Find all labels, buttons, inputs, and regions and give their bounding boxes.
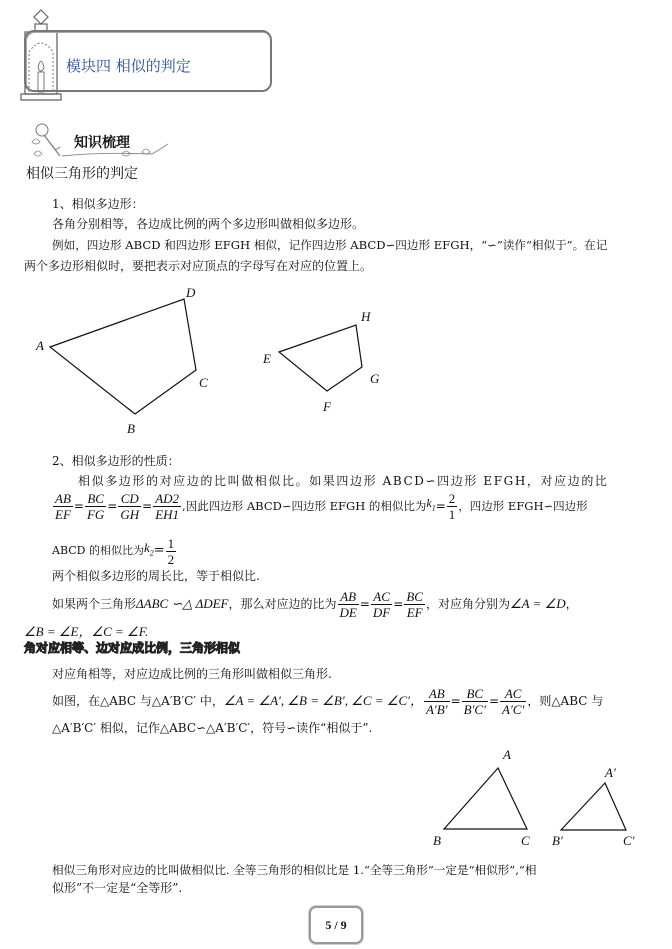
fraction-ac-a1c1: $\frac{AC}{A'C'}$ xyxy=(502,685,525,717)
part2-title: 2、相似多边形的性质： xyxy=(52,454,180,468)
fraction-bc-b1c1: $\frac{BC}{B'C'}$ xyxy=(463,685,486,717)
label-tri-B1: B′ xyxy=(552,833,563,848)
triangle-abc xyxy=(444,768,527,829)
closing-line2: 似形”不一定是“全等形”. xyxy=(52,881,183,895)
label-tri-A: A xyxy=(503,747,511,762)
closing-line1: 相似三角形对应边的比叫做相似比. 全等三角形的相似比是 1.“全等三角形”一定是“相似形”,“相 xyxy=(52,863,537,877)
fraction-ac-df: $\frac{AC}{DF}$ xyxy=(372,588,391,620)
part2-line1: 相似多边形的对应边的比叫做相似比。如果四边形 ABCD∽四边形 EFGH，对应边的比 xyxy=(78,474,609,488)
label-tri-A1: A′ xyxy=(605,765,616,780)
fraction-ab-de: $\frac{AB}{DE}$ xyxy=(339,588,357,620)
triangle-notation-line: △A′B′C′ 相似，记作△ABC∽△A′B′C′，符号∽读作“相似于”. xyxy=(52,721,373,735)
angle-equalities: ∠B = ∠E，∠C = ∠F. xyxy=(24,624,149,639)
section-heading: 知识梳理 xyxy=(74,135,130,151)
fraction-cd-gh: $\frac{CD}{GH}$ xyxy=(120,490,140,522)
page-number: 5 / 9 xyxy=(309,906,363,944)
triangle-ratio-line: 如果两个三角形 ΔABC ∽△ ΔDEF ，那么对应边的比为 $\frac{AB}{DE}$ = $\frac{AC}{DF}$ = $\frac{BC}{EF}$ ，对应角分别为 ∠A = ∠D ， xyxy=(52,588,578,620)
label-F: F xyxy=(323,399,331,414)
fraction-ab-ef: $\frac{AB}{EF}$ xyxy=(55,490,71,522)
fraction-k2: $\frac{1}{2}$ xyxy=(167,535,175,567)
similarity-ratio-tail: ，四边形 EFGH∽四边形 xyxy=(458,499,588,513)
k2-symbol: $k_2$ xyxy=(143,540,154,558)
label-H: H xyxy=(361,309,371,324)
module-title: 模块四 相似的判定 xyxy=(66,57,191,75)
triangle-a1b1c1 xyxy=(561,783,626,830)
part1-example-line2: 两个多边形相似时，要把表示对应顶点的字母写在对应的位置上。 xyxy=(24,259,373,273)
similar-triangle-definition: 对应角相等，对应边成比例的三角形叫做相似三角形. xyxy=(52,667,332,681)
section-subheading: 相似三角形的判定 xyxy=(26,166,138,182)
outlined-summary: 角对应相等、边对应成比例，三角形相似 xyxy=(24,641,241,655)
label-C: C xyxy=(199,375,208,390)
quad-efgh xyxy=(279,325,362,391)
label-E-text: E xyxy=(263,351,271,366)
similar-triangles-figure xyxy=(400,740,672,855)
label-tri-C: C xyxy=(521,833,530,848)
label-B: B xyxy=(127,421,135,436)
label-G: G xyxy=(370,371,380,386)
fraction-bc-fg: $\frac{BC}{FG}$ xyxy=(86,490,105,522)
fraction-ad-eh: $\frac{AD2}{EH1}$ xyxy=(155,490,180,522)
fraction-k1: $\frac{2}{1}$ xyxy=(448,490,456,522)
part1-title: 1、相似多边形： xyxy=(52,197,144,211)
part1-example-line1: 例如，四边形 ABCD 和四边形 EFGH 相似，记作四边形 ABCD∽四边形 EFGH，“∽”读作“相似于”。在记 xyxy=(52,238,608,252)
fraction-bc-ef: $\frac{BC}{EF}$ xyxy=(406,588,423,620)
k1-symbol: $k_1$ xyxy=(426,496,436,513)
ratio-line: $\frac{AB}{EF}$ = $\frac{BC}{FG}$ = $\frac{CD}{GH}$ = $\frac{AD2}{EH1}$ ,因此四边形 ABCD∽四边形 EFGH 的相似比为 $k_1$ = $\frac{2}{1}$ ，四边形 EFGH∽四边形 xyxy=(55,490,588,522)
fraction-ab-a1b1: $\frac{AB}{A'B'}$ xyxy=(425,685,448,717)
triangle-condition-line: 如图，在△ABC 与△A′B′C′ 中， ∠A = ∠A′, ∠B = ∠B′, ∠C = ∠C′， $\frac{AB}{A'B'}$ = $\frac{BC}{B'C'}$ = $\frac{AC}{A'C'}$ ，则△ABC 与 xyxy=(52,685,604,717)
label-D: D xyxy=(186,285,196,300)
label-A: A xyxy=(36,338,44,353)
label-tri-B: B xyxy=(433,833,441,848)
perimeter-rule: 两个相似多边形的周长比，等于相似比. xyxy=(52,569,260,583)
similar-quadrilaterals-figure xyxy=(0,280,420,440)
k2-line: ABCD 的相似比为 $k_2$ = $\frac{1}{2}$ xyxy=(52,535,175,567)
similarity-ratio-text: ,因此四边形 ABCD∽四边形 EFGH 的相似比为 xyxy=(182,499,427,513)
label-tri-C1: C′ xyxy=(623,833,635,848)
quad-abcd xyxy=(50,299,196,414)
part1-definition: 各角分别相等，各边成比例的两个多边形叫做相似多边形。 xyxy=(52,217,365,231)
